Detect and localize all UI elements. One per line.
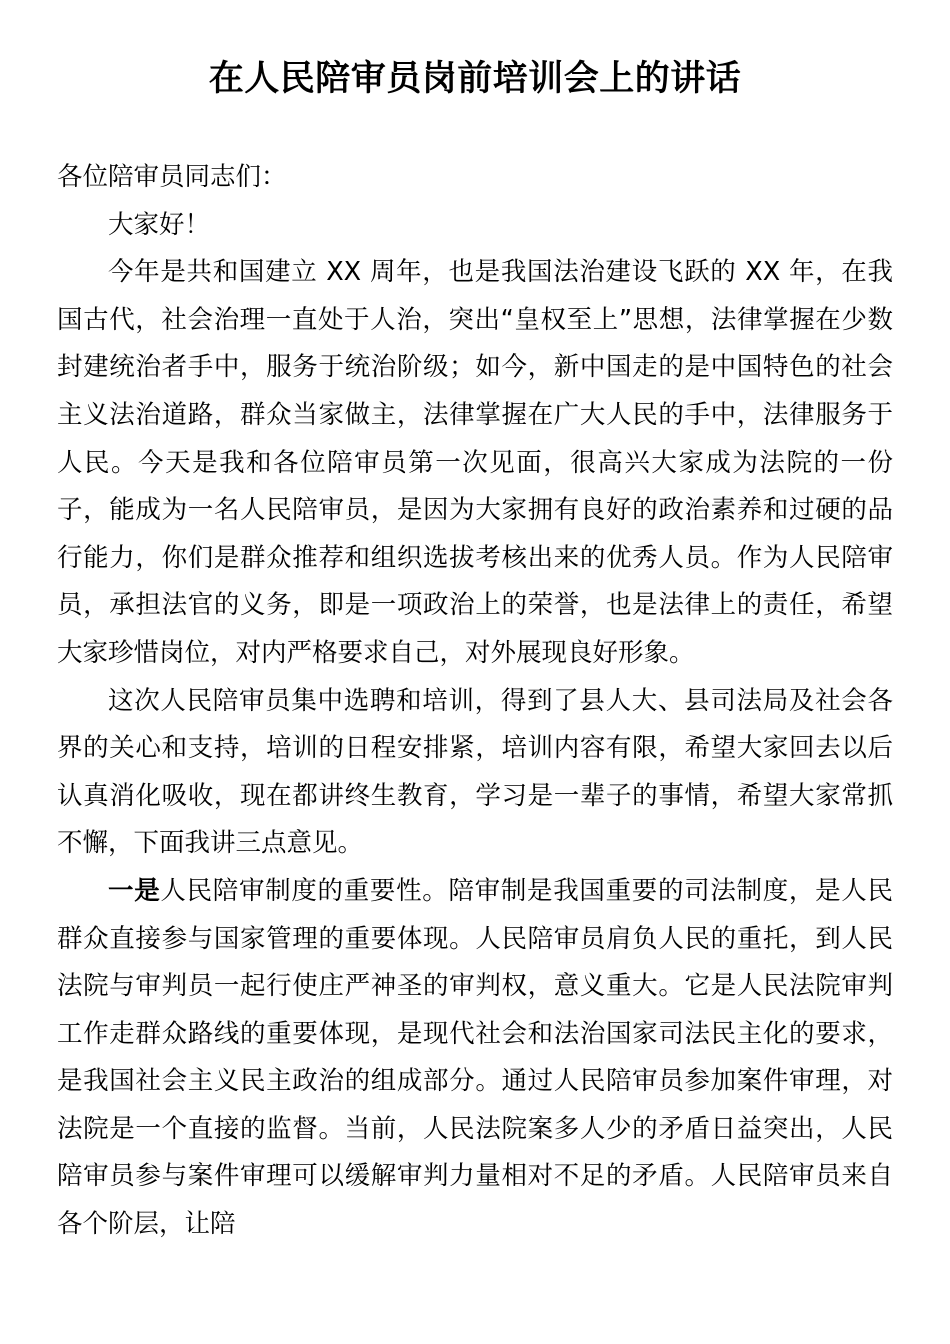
body-paragraph-3: [57, 868, 893, 1249]
paragraph-2-text: 这次人民陪审员集中选聘和培训，得到了县人大、县司法局及社会各界的关心和支持，培训的日程安排紧，培训内容有限，希望大家回去以后认真消化吸收，现在都讲终生教育，学习是一辈子的事情，希望大家常抓不懈，下面我讲三点意见。: [57, 685, 893, 859]
page-title: 在人民陪审员岗前培训会上的讲话: [208, 59, 742, 99]
salutation-line: 各位陪审员同志们：: [57, 162, 287, 192]
paragraph-3-bold-lead: 一是: [108, 875, 161, 906]
body-paragraph-1: [57, 249, 893, 677]
paragraph-3-text: 人民陪审制度的重要性。陪审制是我国重要的司法制度，是人民群众直接参与国家管理的重要体现。人民陪审员肩负人民的重托，到人民法院与审判员一起行使庄严神圣的审判权，意义重大。它是人民法院审判工作走群众路线的重要体现，是现代社会和法治国家司法民主化的要求，是我国社会主义民主政治的组成部分。通过人民陪审员参加案件审理，对法院是一个直接的监督。当前，人民法院案多人少的矛盾日益突出，人民陪审员参与案件审理可以缓解审判力量相对不足的矛盾。人民陪审员来自各个阶层，让陪: [57, 875, 893, 1240]
paragraph-1-text: 今年是共和国建立 XX 周年，也是我国法治建设飞跃的 XX 年，在我国古代，社会治理一直处于人治，突出“皇权至上”思想，法律掌握在少数封建统治者手中，服务于统治阶级；如今，新中国走的是中国特色的社会主义法治道路，群众当家做主，法律掌握在广大人民的手中，法律服务于人民。今天是我和各位陪审员第一次见面，很高兴大家成为法院的一份子，能成为一名人民陪审员，是因为大家拥有良好的政治素养和过硬的品行能力，你们是群众推荐和组织选拔考核出来的优秀人员。作为人民陪审员，承担法官的义务，即是一项政治上的荣誉，也是法律上的责任，希望大家珍惜岗位，对内严格要求自己，对外展现良好形象。: [57, 257, 893, 668]
body-paragraph-2: [57, 678, 893, 868]
document-body: [57, 154, 893, 1249]
greeting-line: 大家好！: [108, 209, 211, 240]
